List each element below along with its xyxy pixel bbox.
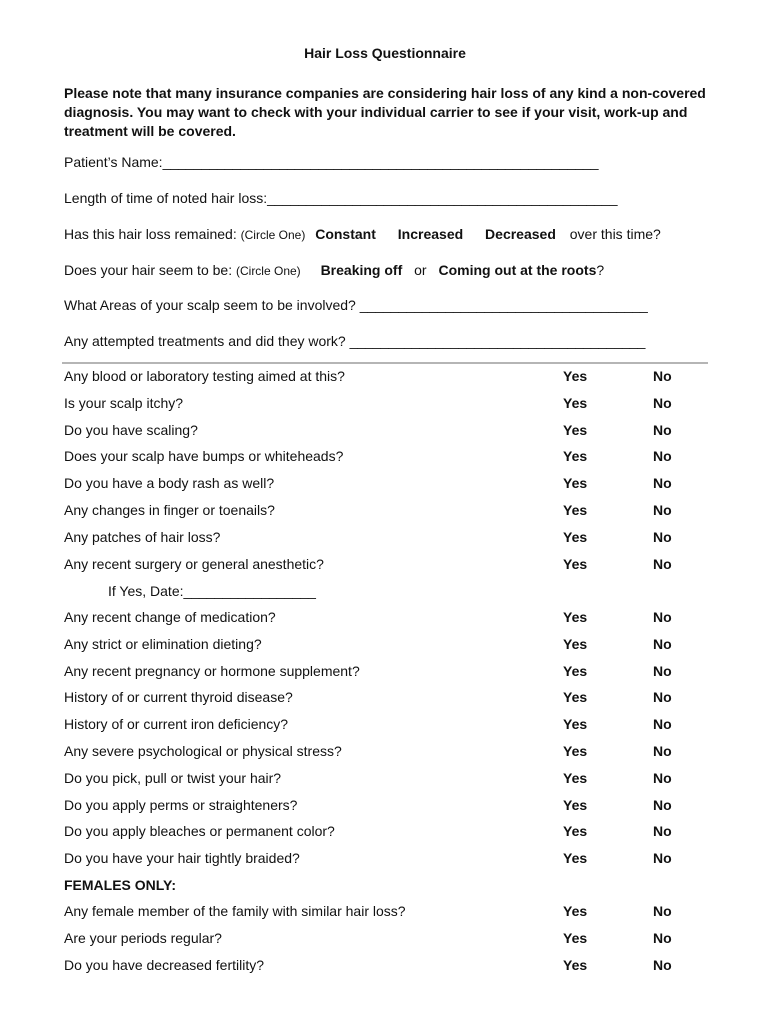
remained-hint: (Circle One)	[240, 228, 306, 242]
yes-option[interactable]: Yes	[563, 716, 588, 733]
no-option[interactable]: No	[653, 394, 672, 411]
question-text: Does your scalp have bumps or whiteheads?	[64, 448, 344, 465]
question-text: Do you have a body rash as well?	[64, 475, 275, 492]
no-option[interactable]: No	[653, 850, 672, 867]
question-text: History of or current thyroid disease?	[64, 689, 293, 706]
question-text: Any strict or elimination dieting?	[64, 635, 262, 652]
no-option[interactable]: No	[653, 689, 672, 706]
seem-hint: (Circle One)	[235, 264, 301, 278]
yes-option[interactable]: Yes	[563, 662, 588, 679]
females-only-heading: FEMALES ONLY:	[64, 877, 177, 893]
patient-name-field[interactable]: Patient’s Name:________________________________________________________	[64, 154, 599, 170]
length-of-time-field[interactable]: Length of time of noted hair loss:_____________________________________________	[64, 190, 618, 206]
no-option[interactable]: No	[653, 368, 672, 384]
question-text: Do you have scaling?	[64, 421, 198, 438]
no-option[interactable]: No	[653, 903, 672, 919]
if-yes-date-field[interactable]: If Yes, Date:_________________	[108, 583, 316, 599]
insurance-notice: Please note that many insurance companies are considering hair loss of any kind a non-covered diagnosis. You may want to check with your individual carrier to see if your visit, work-up and treatment will be covered.	[64, 85, 706, 139]
question-text: Do you have decreased fertility?	[64, 957, 264, 973]
yes-option[interactable]: Yes	[563, 368, 588, 384]
question-text: Do you pick, pull or twist your hair?	[64, 769, 282, 786]
question-text: History of or current iron deficiency?	[64, 716, 289, 733]
no-option[interactable]: No	[653, 609, 672, 625]
no-option[interactable]: No	[653, 475, 672, 492]
no-option[interactable]: No	[653, 502, 672, 518]
yes-option[interactable]: Yes	[563, 528, 588, 545]
no-option[interactable]: No	[653, 769, 672, 786]
yes-option[interactable]: Yes	[563, 957, 588, 973]
no-option[interactable]: No	[653, 448, 672, 465]
question-text: Any female member of the family with similar hair loss?	[64, 903, 406, 919]
question-text: Any recent change of medication?	[64, 609, 276, 625]
question-text: Any changes in finger or toenails?	[64, 502, 275, 518]
seem-suffix: ?	[596, 262, 605, 278]
question-text: Any recent surgery or general anesthetic?	[64, 555, 324, 572]
no-option[interactable]: No	[653, 716, 672, 733]
question-text: Do you apply bleaches or permanent color?	[64, 823, 335, 840]
remained-prefix: Has this hair loss remained:	[64, 226, 237, 242]
yes-option[interactable]: Yes	[563, 930, 588, 946]
hair-loss-remained-row	[64, 226, 661, 242]
yes-option[interactable]: Yes	[563, 769, 588, 786]
question-text: Any severe psychological or physical stress?	[64, 743, 342, 759]
seem-prefix: Does your hair seem to be:	[64, 262, 233, 278]
yes-option[interactable]: Yes	[563, 743, 588, 759]
section-divider	[62, 362, 708, 364]
no-option[interactable]: No	[653, 555, 672, 572]
question-text: Any recent pregnancy or hormone supplement?	[64, 662, 360, 679]
no-option[interactable]: No	[653, 823, 672, 840]
question-text: Any patches of hair loss?	[64, 528, 221, 545]
no-option[interactable]: No	[653, 743, 672, 759]
no-option[interactable]: No	[653, 930, 672, 946]
yes-option[interactable]: Yes	[563, 903, 588, 919]
yes-option[interactable]: Yes	[563, 850, 588, 867]
page-title: Hair Loss Questionnaire	[304, 45, 466, 61]
seem-or: or	[414, 262, 427, 278]
yes-option[interactable]: Yes	[563, 635, 588, 652]
yes-option[interactable]: Yes	[563, 689, 588, 706]
attempted-treatments-field[interactable]: Any attempted treatments and did they work? ______________________________________	[64, 333, 646, 349]
no-option[interactable]: No	[653, 796, 672, 813]
yes-option[interactable]: Yes	[563, 502, 588, 518]
remained-suffix: over this time?	[569, 226, 661, 242]
yes-option[interactable]: Yes	[563, 421, 588, 438]
question-text: Are your periods regular?	[64, 930, 222, 946]
yes-option[interactable]: Yes	[563, 394, 588, 411]
hair-seem-row	[64, 262, 604, 278]
option-increased[interactable]: Increased	[397, 226, 464, 242]
no-option[interactable]: No	[653, 957, 672, 973]
no-option[interactable]: No	[653, 662, 672, 679]
scalp-areas-field[interactable]: What Areas of your scalp seem to be involved? _____________________________________	[64, 297, 648, 313]
yes-option[interactable]: Yes	[563, 555, 588, 572]
yes-option[interactable]: Yes	[563, 609, 588, 625]
yes-option[interactable]: Yes	[563, 823, 588, 840]
yes-option[interactable]: Yes	[563, 448, 588, 465]
option-coming-out-roots[interactable]: Coming out at the roots	[438, 262, 597, 278]
option-constant[interactable]: Constant	[315, 226, 376, 242]
yes-option[interactable]: Yes	[563, 475, 588, 492]
question-text: Any blood or laboratory testing aimed at this?	[64, 368, 345, 384]
question-text: Do you have your hair tightly braided?	[64, 850, 300, 867]
question-text: Do you apply perms or straighteners?	[64, 796, 298, 813]
no-option[interactable]: No	[653, 635, 672, 652]
no-option[interactable]: No	[653, 528, 672, 545]
no-option[interactable]: No	[653, 421, 672, 438]
question-text: Is your scalp itchy?	[64, 394, 184, 411]
option-decreased[interactable]: Decreased	[485, 226, 556, 242]
yes-option[interactable]: Yes	[563, 796, 588, 813]
option-breaking-off[interactable]: Breaking off	[320, 262, 403, 278]
